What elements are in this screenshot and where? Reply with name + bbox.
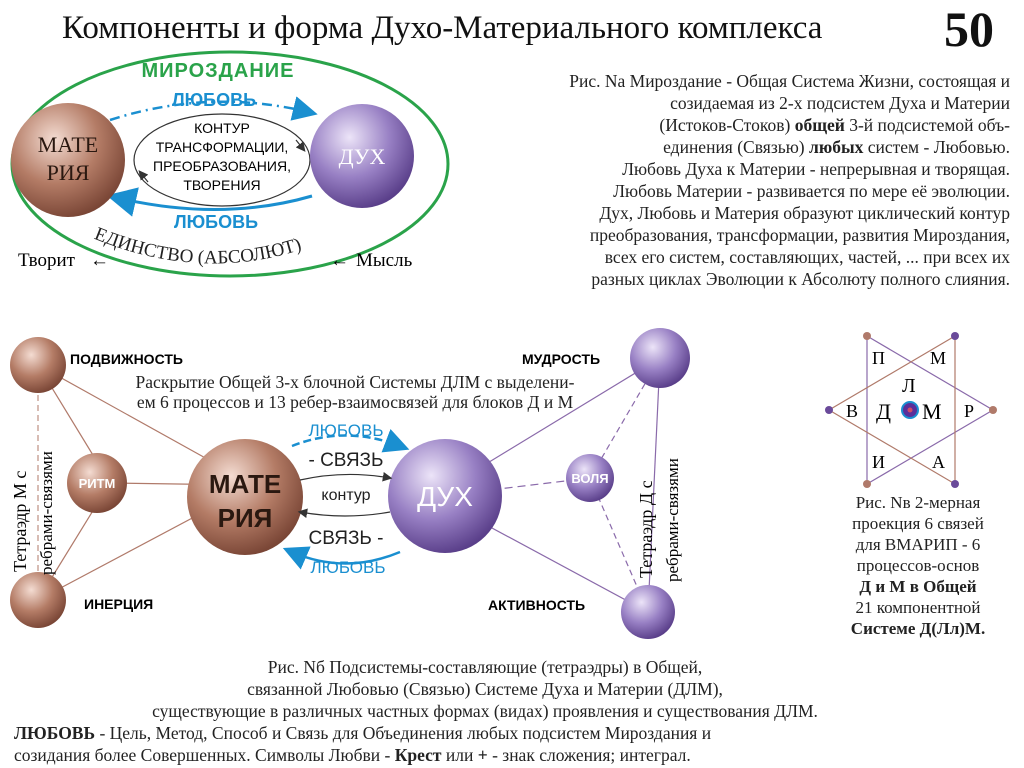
caption-a-line-4 — [458, 136, 1010, 158]
caption-c-bold-5: Д и М в Общей — [859, 577, 977, 596]
footer-line-2-part-3: - знак сложения; интеграл. — [487, 745, 691, 765]
tetra-m-label-1: Тетраэдр М с — [10, 470, 30, 572]
love-label-bottom: ЛЮБОВЬ — [173, 212, 259, 232]
caption-c-line-6: 21 компонентной — [855, 598, 981, 617]
caption-a-line-5: Любовь Духа к Материи - непрерывная и творящая. — [622, 159, 1010, 179]
node-i — [863, 480, 871, 488]
caption-figure-b — [40, 656, 930, 722]
node-m-top — [951, 332, 959, 340]
caption-c-line-1: Рис. Nв 2-мерная — [855, 493, 981, 512]
caption-a-line-3 — [458, 114, 1010, 136]
contour-line-1: КОНТУР — [194, 120, 250, 136]
caption-b-line-3: существующие в различных частных формах (видах) проявления и существования ДЛМ. — [152, 701, 818, 721]
node-p — [863, 332, 871, 340]
page-number: 50 — [944, 1, 994, 57]
caption-figure-b-inner — [60, 372, 650, 412]
matter-label-a-2: РИЯ — [46, 160, 90, 185]
mobility-sphere — [10, 337, 66, 393]
label-m-top: М — [930, 348, 947, 368]
rhythm-label: РИТМ — [78, 476, 116, 491]
caption-c-line-7 — [818, 618, 1018, 639]
node-r — [989, 406, 997, 414]
caption-a-line-1: Рис. Na Мироздание - Общая Система Жизни, состоящая и — [569, 71, 1010, 91]
caption-a-line-4-part-1: единения (Связью) — [663, 137, 809, 157]
footer-line-2-part-1: созидания более Совершенных. Символы Любви - — [14, 745, 395, 765]
bond-label-bottom: СВЯЗЬ - — [308, 528, 384, 549]
tetra-m-label-2: ребрами-связями — [37, 451, 56, 575]
love-label-b-top: ЛЮБОВЬ — [308, 421, 384, 440]
mirozdanie-label: МИРОЗДАНИЕ — [141, 60, 295, 82]
spirit-label-a: ДУХ — [338, 144, 386, 169]
love-label-b-bottom: ЛЮБОВЬ — [310, 558, 386, 577]
tetra-d-label-2: ребрами-связями — [663, 458, 682, 582]
figure-c — [825, 332, 997, 488]
contour-line-4: ТВОРЕНИЯ — [183, 177, 261, 193]
footer-text — [14, 722, 914, 766]
mobility-label: ПОДВИЖНОСТЬ — [70, 351, 183, 367]
caption-figure-c — [818, 492, 1018, 639]
label-m-mid: М — [922, 399, 942, 424]
caption-a-bold-any: любых — [809, 137, 864, 157]
love-arrow-bottom — [118, 196, 312, 210]
caption-a-line-3-part-1: (Истоков-Стоков) — [659, 115, 795, 135]
figure-a — [11, 52, 448, 276]
center-dot — [908, 408, 913, 413]
caption-c-line-4: процессов-основ — [856, 556, 980, 575]
inertia-sphere — [10, 572, 66, 628]
caption-a-bold-common: общей — [794, 115, 845, 135]
creates-arrow: ← — [90, 250, 109, 271]
matter-label-b-2: РИЯ — [217, 503, 273, 533]
label-v: В — [846, 401, 859, 421]
label-i: И — [872, 452, 885, 472]
caption-a-line-4-part-2: систем - Любовью. — [863, 137, 1010, 157]
wisdom-label: МУДРОСТЬ — [522, 351, 601, 367]
footer-line-1-rest: - Цель, Метод, Способ и Связь для Объединения любых подсистем Мироздания и — [95, 723, 712, 743]
bond-label-top: - СВЯЗЬ — [308, 450, 384, 471]
contour-line-2: ТРАНСФОРМАЦИИ, — [155, 139, 289, 155]
label-a: А — [932, 452, 945, 472]
caption-c-line-5 — [818, 576, 1018, 597]
label-l: Л — [902, 375, 916, 397]
activity-label: АКТИВНОСТЬ — [488, 597, 586, 613]
footer-line-2-part-2: или — [441, 745, 478, 765]
caption-a-line-8: преобразования, трансформации, развития Мироздания, — [589, 225, 1010, 245]
caption-a-line-2: созидаемая из 2-х подсистем Духа и Материи — [670, 93, 1010, 113]
footer-plus: + — [477, 745, 488, 765]
thought-label: Мысль — [356, 250, 413, 271]
caption-b-line-1: Рис. Nб Подсистемы-составляющие (тетраэдры) в Общей, — [267, 657, 703, 677]
caption-a-line-3-part-2: 3-й подсистемой объ- — [844, 115, 1010, 135]
label-p: П — [872, 348, 885, 368]
footer-line-2 — [14, 744, 914, 766]
matter-label-b-1: МАТЕ — [208, 469, 282, 499]
footer-cross: Крест — [394, 745, 442, 765]
caption-a-line-6: Любовь Материи - развивается по мере её эволюции. — [613, 181, 1010, 201]
footer-line-1 — [14, 722, 914, 744]
contour-line-3: ПРЕОБРАЗОВАНИЯ, — [153, 158, 291, 174]
tetra-d-label-1: Тетраэдр Д с — [636, 480, 656, 578]
caption-b-line-2: связанной Любовью (Связью) Системе Духа и Материи (ДЛМ), — [247, 679, 723, 699]
activity-sphere — [621, 585, 675, 639]
caption-c-line-3: для ВМАРИП - 6 — [855, 535, 981, 554]
page-title: Компоненты и форма Духо-Материального комплекса — [62, 10, 823, 46]
caption-c-line-2: проекция 6 связей — [852, 514, 984, 533]
contour-arrow-b-top — [300, 474, 390, 480]
will-label: ВОЛЯ — [571, 471, 609, 486]
node-a — [951, 480, 959, 488]
node-v — [825, 406, 833, 414]
caption-a-line-7: Дух, Любовь и Материя образуют циклический контур — [599, 203, 1010, 223]
contour-arrow-left — [140, 172, 148, 182]
thought-arrow: ← — [330, 250, 349, 271]
spirit-label-b: ДУХ — [417, 481, 473, 512]
footer-love: ЛЮБОВЬ — [14, 723, 96, 743]
caption-c-bold-7: Системе Д(Лл)М. — [850, 619, 986, 638]
label-r: Р — [964, 401, 975, 421]
unity-label: ЕДИНСТВО (АБСОЛЮТ) — [91, 223, 304, 269]
matter-label-a-1: МАТЕ — [37, 132, 99, 157]
contour-arrow-b-bottom — [300, 512, 390, 516]
inner-caption-line-2: ем 6 процессов и 13 ребер-взаимосвязей для блоков Д и М — [136, 392, 574, 412]
label-d: Д — [876, 399, 892, 424]
inertia-label: ИНЕРЦИЯ — [84, 596, 154, 612]
caption-a-line-9: всех его систем, составляющих, частей, ... при всех их — [604, 247, 1010, 267]
caption-a-line-10: разных циклах Эволюции к Абсолюту полного слияния. — [591, 269, 1010, 289]
inner-caption-line-1: Раскрытие Общей 3-х блочной Системы ДЛМ с выделени- — [135, 372, 575, 392]
contour-label-b: контур — [321, 487, 371, 504]
creates-label: Творит — [18, 250, 75, 271]
love-label-top: ЛЮБОВЬ — [171, 90, 257, 110]
caption-figure-a — [458, 70, 1010, 290]
